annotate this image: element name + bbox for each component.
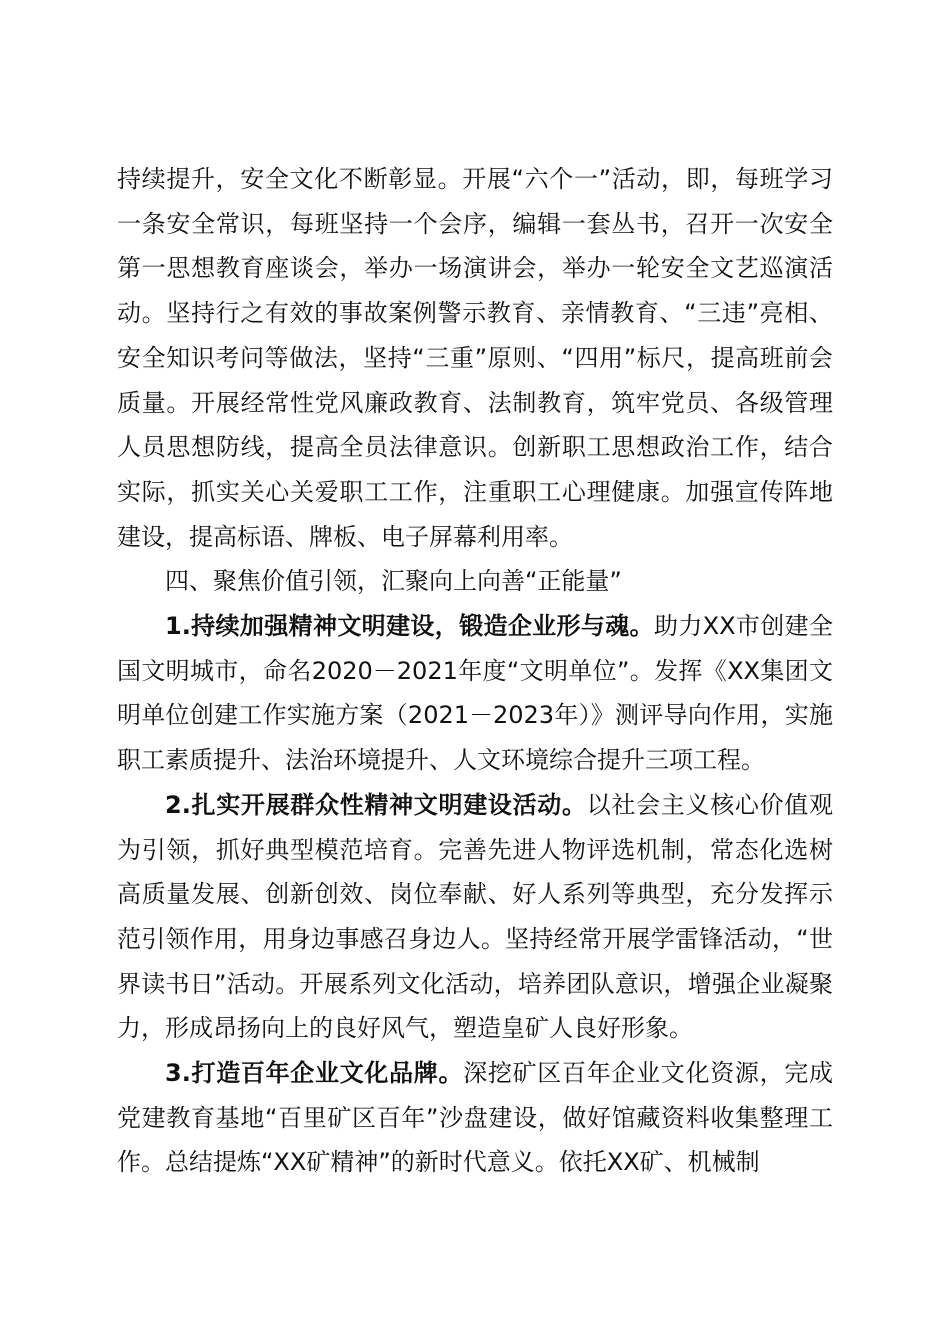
item-2-text: 以社会主义核心价值观为引领，抓好典型模范培育。完善先进人物评选机制，常态化选树高质量发展、创新创效、岗位奉献、好人系列等典型，充分发挥示范引领作用，用身边事感召身边人。坚持经常开展学雷锋活动，“世界读书日”活动。开展系列文化活动，培养团队意识，增强企业凝聚力，形成昂扬向上的良好风气，塑造皇矿人良好形象。 [117, 790, 833, 1043]
item-1-text: 助力XX市创建全国文明城市，命名2020－2021年度“文明单位”。发挥《XX集团文明单位创建工作实施方案（2021－2023年）》测评导向作用，实施职工素质提升、法治环境提升、人文环境综合提升三项工程。 [117, 612, 833, 775]
paragraph-continuation [117, 157, 833, 559]
item-1-lead: 1.持续加强精神文明建设，锻造企业形与魂。 [165, 612, 654, 641]
paragraph-item-1 [117, 604, 833, 783]
item-3-text: 深挖矿区百年企业文化资源，完成党建教育基地“百里矿区百年”沙盘建设，做好馆藏资料收集整理工作。总结提炼“XX矿精神”的新时代意义。依托XX矿、机械制 [117, 1059, 833, 1177]
document-body [117, 157, 833, 1185]
paragraph-item-3 [117, 1051, 833, 1185]
paragraph-item-2 [117, 783, 833, 1051]
paragraph-text: 持续提升，安全文化不断彰显。开展“六个一”活动，即，每班学习一条安全常识，每班坚持一个会序，编辑一套丛书，召开一次安全第一思想教育座谈会，举办一场演讲会，举办一轮安全文艺巡演活动。坚持行之有效的事故案例警示教育、亲情教育、“三违”亮相、安全知识考问等做法，坚持“三重”原则、“四用”标尺，提高班前会质量。开展经常性党风廉政教育、法制教育，筑牢党员、各级管理人员思想防线，提高全员法律意识。创新职工思想政治工作，结合实际，抓实关心关爱职工工作，注重职工心理健康。加强宣传阵地建设，提高标语、牌板、电子屏幕利用率。 [117, 165, 833, 551]
item-2-lead: 2.扎实开展群众性精神文明建设活动。 [165, 790, 587, 819]
item-3-lead: 3.打造百年企业文化品牌。 [165, 1059, 464, 1088]
section-heading-four [117, 559, 833, 604]
section-heading-text: 四、聚焦价值引领，汇聚向上向善“正能量” [165, 567, 622, 596]
